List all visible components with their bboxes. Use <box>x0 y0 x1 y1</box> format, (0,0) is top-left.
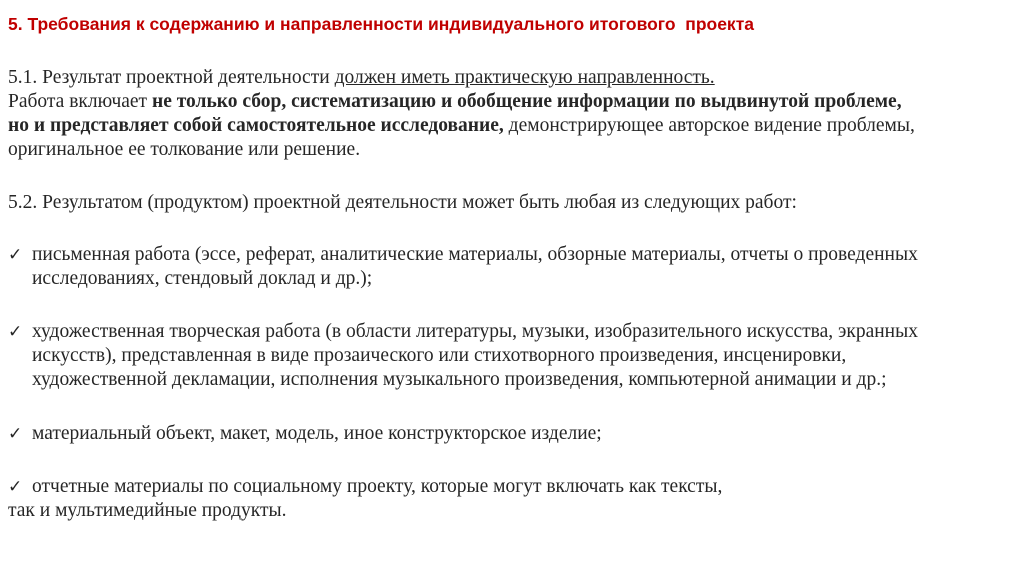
section-5-1-line-3-bold: но и представляет собой самостоятельное исследование, <box>8 115 504 136</box>
bullet-line: искусств), представленная в виде прозаического или стихотворного произведения, инсценировки, <box>32 345 847 366</box>
section-5-1 <box>8 66 915 162</box>
section-5-1-line-2-prefix: Работа включает <box>8 91 152 112</box>
section-5-1-line-4: оригинальное ее толкование или решение. <box>8 139 361 160</box>
checkmark-icon: ✓ <box>8 424 23 444</box>
bullet-text <box>32 243 918 291</box>
bullet-line: художественной декламации, исполнения музыкального произведения, компьютерной анимации и др.; <box>32 369 887 390</box>
section-5-1-line-3-rest: демонстрирующее авторское видение проблемы, <box>503 115 915 136</box>
bullet-line: художественная творческая работа (в области литературы, музыки, изобразительного искусства, экранных <box>32 321 918 342</box>
section-5-1-underlined: должен иметь практическую направленность. <box>334 67 715 88</box>
bullet-text <box>32 320 918 392</box>
section-5-2-heading <box>8 191 797 215</box>
slide-title: 5. Требования к содержанию и направленности индивидуального итогового проекта <box>8 14 754 34</box>
section-5-1-line-3 <box>8 114 915 138</box>
section-5-1-line-1 <box>8 66 915 90</box>
checkmark-icon: ✓ <box>8 245 23 265</box>
bullet-item-artistic-work <box>8 320 918 392</box>
bullet-text <box>32 475 722 499</box>
bullet-item-social-project <box>8 475 722 499</box>
bullet-line: отчетные материалы по социальному проекту, которые могут включать как тексты, <box>32 476 723 497</box>
bullet-item-material-object <box>8 422 602 446</box>
section-5-1-line-2 <box>8 90 915 114</box>
bullet-line: исследованиях, стендовый доклад и др.); <box>32 268 373 289</box>
closing-line <box>8 499 287 523</box>
checkmark-icon: ✓ <box>8 322 23 342</box>
section-5-1-line-2-bold: не только сбор, систематизацию и обобщение информации по выдвинутой проблеме, <box>151 91 902 112</box>
bullet-line: письменная работа (эссе, реферат, аналитические материалы, обзорные материалы, отчеты о проведенных <box>32 244 918 265</box>
section-5-2-heading-text: 5.2. Результатом (продуктом) проектной деятельности может быть любая из следующих работ: <box>8 192 797 213</box>
bullet-text <box>32 422 602 446</box>
bullet-item-written-work <box>8 243 918 291</box>
checkmark-icon: ✓ <box>8 477 23 497</box>
section-5-1-prefix: 5.1. Результат проектной деятельности <box>8 67 335 88</box>
bullet-line: материальный объект, макет, модель, иное конструкторское изделие; <box>32 423 602 444</box>
closing-line-text: так и мультимедийные продукты. <box>8 500 287 521</box>
